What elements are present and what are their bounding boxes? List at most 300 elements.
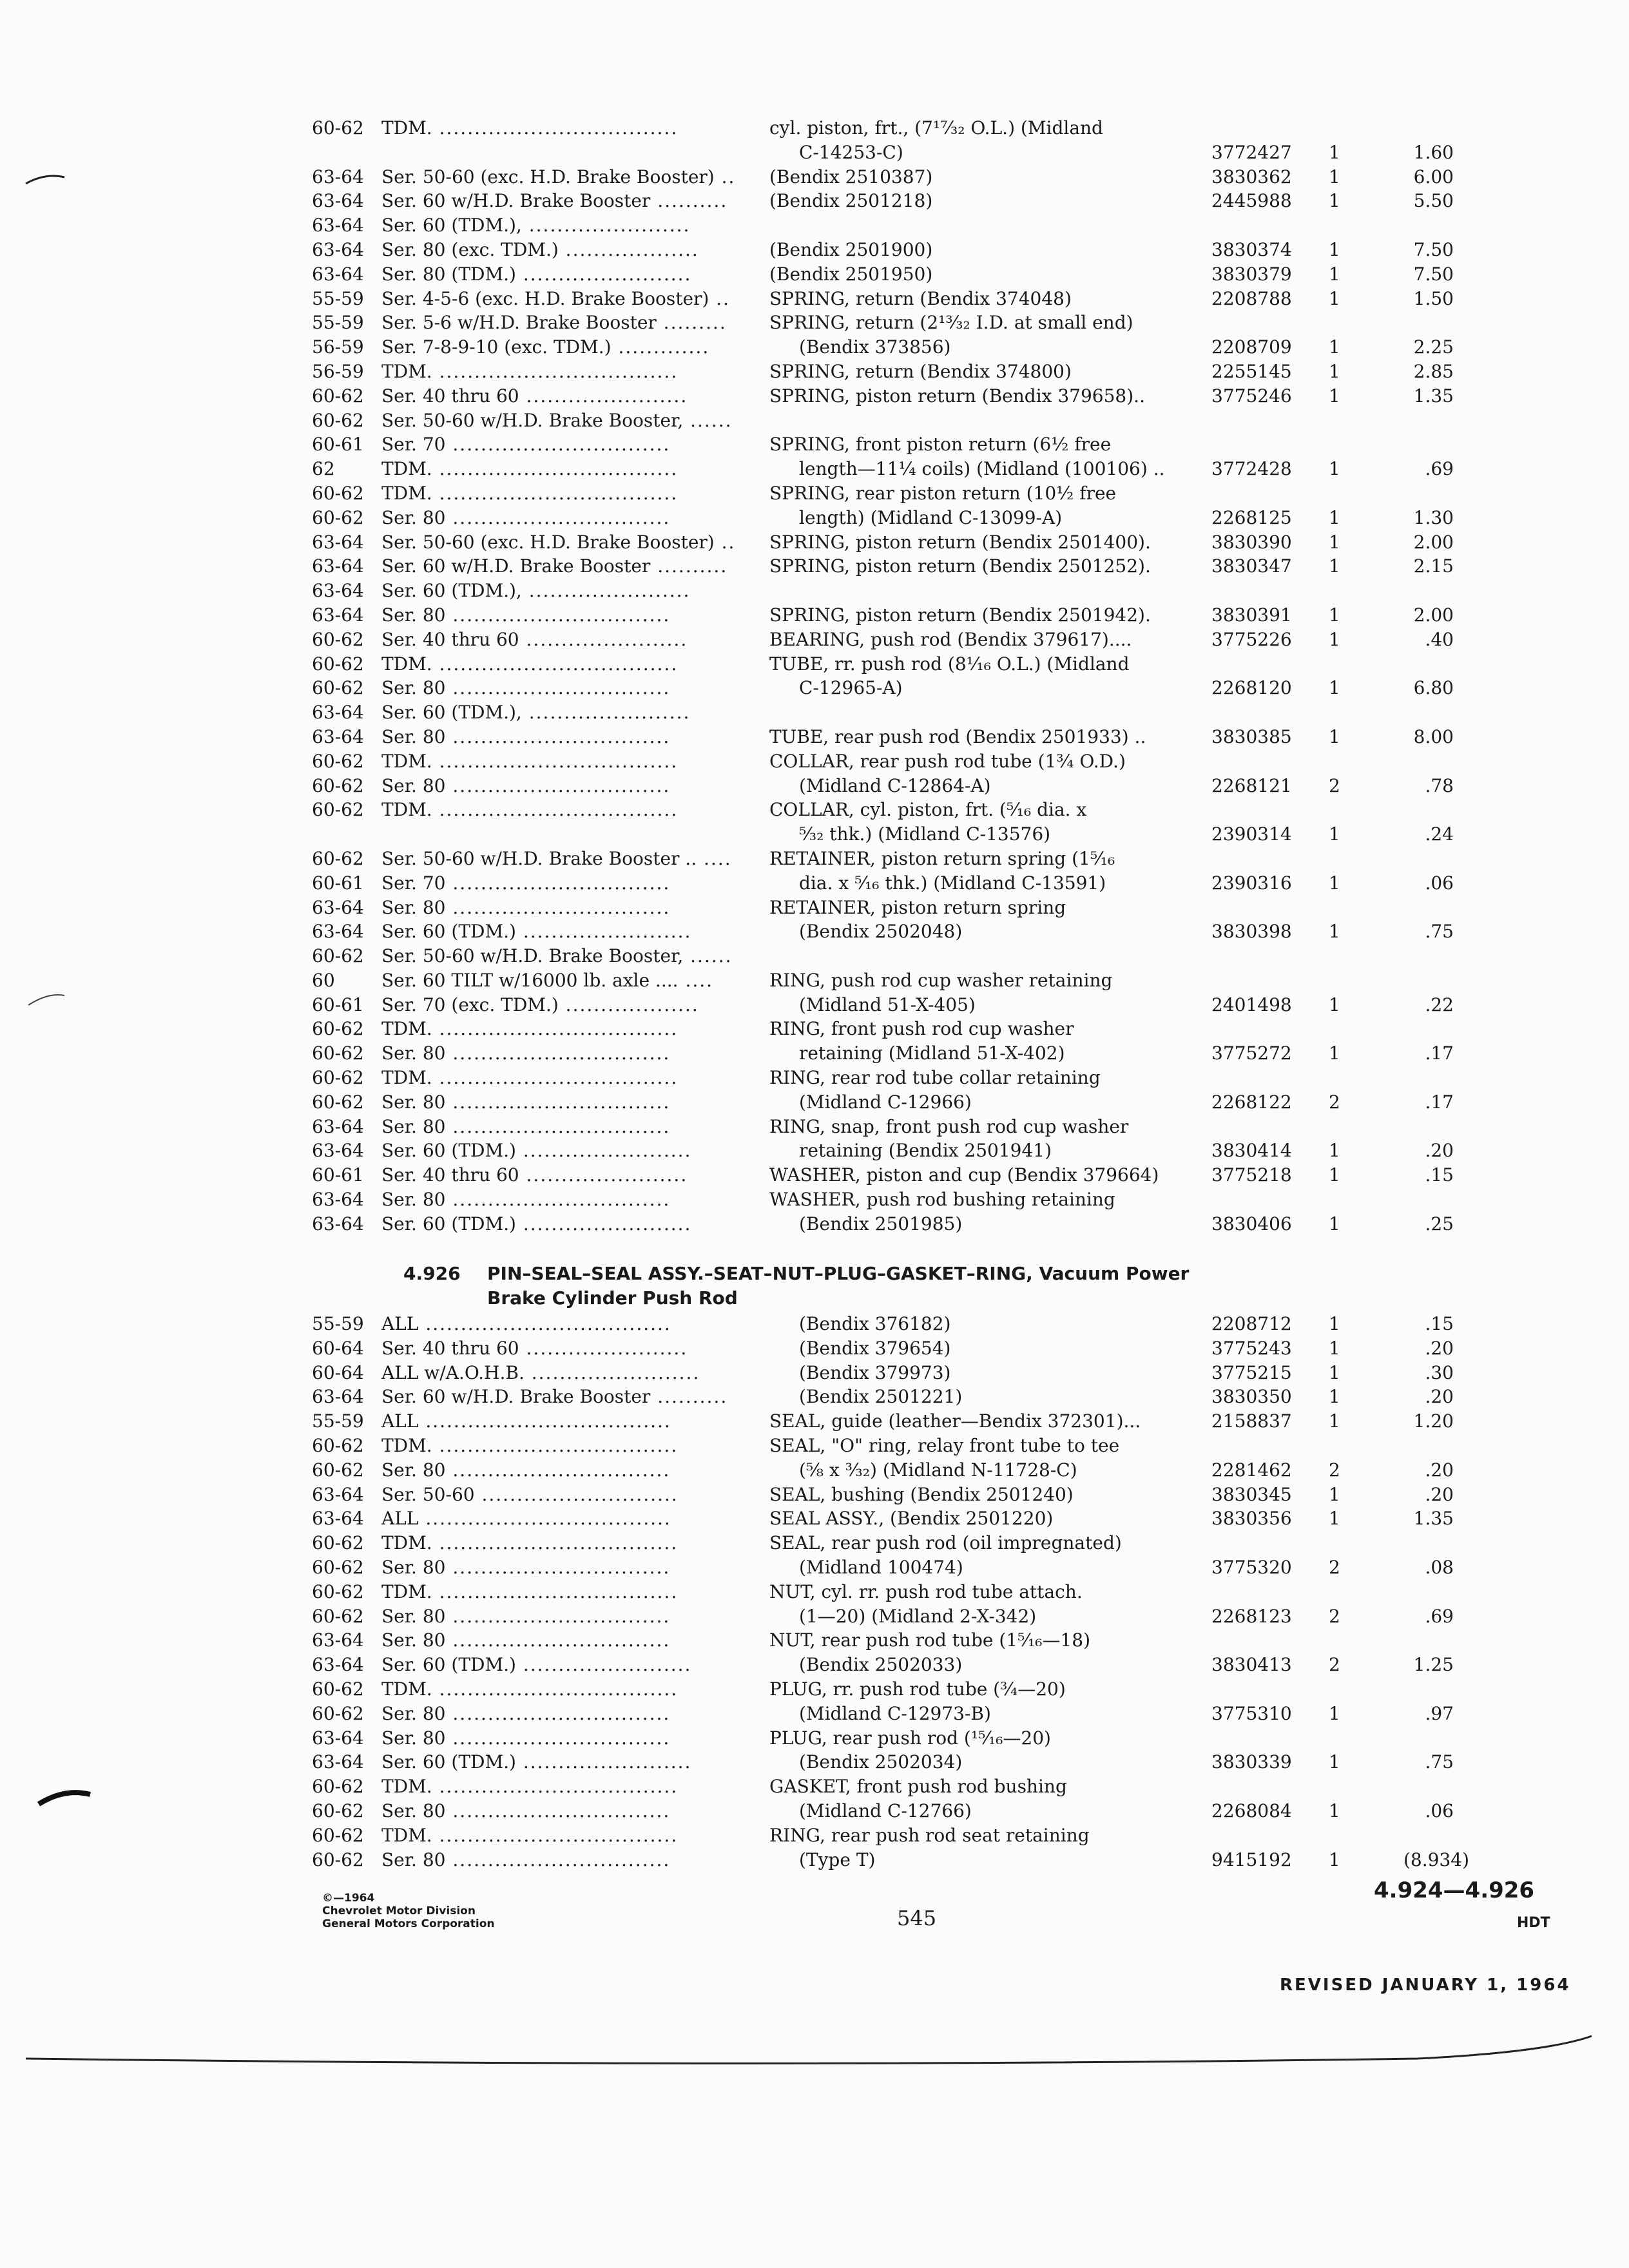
- application: Ser. 80 ...............................: [381, 1091, 671, 1113]
- part-description: SPRING, rear piston return (10½ free: [769, 482, 1117, 504]
- part-number: 3775320: [1211, 1556, 1292, 1578]
- part-description: (Bendix 2502033): [799, 1654, 963, 1676]
- parts-row: [312, 1799, 1454, 1823]
- part-description: (Bendix 373856): [799, 336, 951, 358]
- quantity: 1: [1329, 238, 1340, 260]
- list-price: .25: [1425, 1213, 1454, 1235]
- section-subtitle: Brake Cylinder Push Rod: [487, 1287, 738, 1309]
- part-description: ⁵⁄₃₂ thk.) (Midland C-13576): [799, 823, 1051, 845]
- part-description: SEAL, "O" ring, relay front tube to tee: [769, 1434, 1120, 1456]
- application: TDM. ..................................: [381, 1434, 679, 1456]
- parts-row: [312, 1139, 1454, 1163]
- quantity: 1: [1329, 1337, 1340, 1359]
- quantity: 1: [1329, 677, 1340, 699]
- part-number: 2390316: [1211, 872, 1292, 894]
- application: TDM. ..................................: [381, 1581, 679, 1602]
- list-price: .20: [1425, 1459, 1454, 1481]
- list-price: 6.80: [1413, 677, 1454, 699]
- part-description: SEAL, bushing (Bendix 2501240): [769, 1483, 1074, 1505]
- application: TDM. ..................................: [381, 458, 679, 480]
- part-number: 2208709: [1211, 336, 1292, 358]
- part-description: (Type T): [799, 1849, 876, 1870]
- part-description: NUT, rear push rod tube (1⁵⁄₁₆—18): [769, 1629, 1091, 1651]
- quantity: 1: [1329, 1386, 1340, 1408]
- part-number: 3830345: [1211, 1483, 1292, 1505]
- quantity: 1: [1329, 1483, 1340, 1505]
- parts-row: [312, 384, 1454, 408]
- part-number: 9415192: [1211, 1849, 1292, 1870]
- list-price: .20: [1425, 1337, 1454, 1359]
- list-price: 5.50: [1413, 190, 1454, 212]
- parts-row: [312, 1066, 1446, 1090]
- part-description: (⅝ x ³⁄₃₂) (Midland N-11728-C): [799, 1459, 1077, 1481]
- part-description: (Bendix 2501900): [769, 238, 933, 260]
- parts-row: [312, 165, 1454, 189]
- quantity: 1: [1329, 458, 1340, 480]
- application: Ser. 60 w/H.D. Brake Booster ..........: [381, 190, 728, 212]
- parts-row: [312, 335, 1454, 360]
- model-years: 63-64: [312, 1386, 364, 1408]
- list-price: 8.00: [1413, 726, 1454, 747]
- model-years: 63-64: [312, 1189, 364, 1211]
- application: Ser. 40 thru 60 .......................: [381, 1337, 688, 1359]
- quantity: 2: [1329, 1605, 1340, 1627]
- part-description: SPRING, piston return (Bendix 2501400).: [769, 531, 1151, 553]
- list-price: .75: [1425, 921, 1454, 943]
- part-description: PLUG, rr. push rod tube (¾—20): [769, 1678, 1066, 1700]
- model-years: 60-62: [312, 1849, 364, 1870]
- parts-row: [312, 1385, 1454, 1409]
- quantity: 1: [1329, 141, 1340, 163]
- list-price: .69: [1425, 1605, 1454, 1627]
- parts-row: [312, 579, 1446, 603]
- scan-mark-2: [28, 995, 64, 1005]
- part-number: 2208712: [1211, 1313, 1292, 1334]
- list-price: .08: [1425, 1556, 1454, 1578]
- part-number: 3830413: [1211, 1654, 1292, 1676]
- part-number: 3830362: [1211, 166, 1292, 187]
- model-years: 63-64: [312, 531, 364, 553]
- part-description: length—11¼ coils) (Midland (100106) ..: [799, 458, 1165, 480]
- list-price: 7.50: [1413, 238, 1454, 260]
- list-price: .69: [1425, 458, 1454, 480]
- parts-row: [312, 1017, 1446, 1041]
- model-years: 60-62: [312, 1018, 364, 1040]
- application: Ser. 80 ...............................: [381, 1800, 671, 1821]
- part-description: cyl. piston, frt., (7¹⁷⁄₃₂ O.L.) (Midland: [769, 117, 1103, 139]
- list-price: 2.00: [1413, 531, 1454, 553]
- part-description: COLLAR, cyl. piston, frt. (⁵⁄₁₆ dia. x: [769, 799, 1087, 821]
- quantity: 1: [1329, 726, 1340, 747]
- application: Ser. 80 ...............................: [381, 1702, 671, 1724]
- part-description: C-12965-A): [799, 677, 903, 699]
- part-description: SPRING, return (Bendix 374800): [769, 360, 1072, 382]
- application: Ser. 80 ...............................: [381, 1556, 671, 1578]
- part-description: RING, push rod cup washer retaining: [769, 969, 1113, 991]
- quantity: 1: [1329, 1043, 1340, 1064]
- model-years: 60-62: [312, 945, 364, 967]
- model-years: 55-59: [312, 1313, 364, 1334]
- part-description: SEAL, guide (leather—Bendix 372301)...: [769, 1410, 1141, 1432]
- model-years: 63-64: [312, 896, 364, 918]
- application: Ser. 60 (TDM.), .......................: [381, 215, 691, 236]
- model-years: 60-62: [312, 1434, 364, 1456]
- model-years: 60-62: [312, 1091, 364, 1113]
- part-description: SPRING, return (Bendix 374048): [769, 287, 1072, 309]
- application: Ser. 60 TILT w/16000 lb. axle .... ....: [381, 969, 714, 991]
- model-years: 63-64: [312, 1115, 364, 1137]
- application: Ser. 5-6 w/H.D. Brake Booster .........: [381, 312, 727, 334]
- model-years: 62: [312, 458, 335, 480]
- scan-mark-1: [26, 176, 64, 184]
- model-years: 60-62: [312, 409, 364, 431]
- list-price: 2.85: [1413, 360, 1454, 382]
- application: ALL w/A.O.H.B. ........................: [381, 1361, 700, 1383]
- application: TDM. ..................................: [381, 1018, 679, 1040]
- application: Ser. 80 ...............................: [381, 677, 671, 699]
- model-years: 60-62: [312, 750, 364, 772]
- quantity: 1: [1329, 287, 1340, 309]
- division-line: Chevrolet Motor Division: [322, 1905, 476, 1917]
- model-years: 63-64: [312, 702, 364, 724]
- part-description: TUBE, rr. push rod (8¹⁄₁₆ O.L.) (Midland: [769, 653, 1130, 675]
- parts-row: [312, 896, 1446, 920]
- parts-row: [312, 1163, 1454, 1187]
- model-years: 60-62: [312, 1824, 364, 1846]
- quantity: 1: [1329, 1313, 1340, 1334]
- list-price: .15: [1425, 1313, 1454, 1334]
- part-description: WASHER, piston and cup (Bendix 379664): [769, 1164, 1159, 1186]
- parts-row: [312, 1458, 1454, 1483]
- list-price: 1.30: [1413, 506, 1454, 528]
- parts-row: [312, 506, 1454, 530]
- model-years: 60-62: [312, 1532, 364, 1554]
- parts-row: [312, 968, 1446, 993]
- quantity: 1: [1329, 1800, 1340, 1821]
- part-number: 3830406: [1211, 1213, 1292, 1235]
- parts-row: [312, 1653, 1454, 1677]
- list-price: 2.25: [1413, 336, 1454, 358]
- part-description: length) (Midland C-13099-A): [799, 506, 1063, 528]
- list-price: .40: [1425, 628, 1454, 650]
- list-price: .15: [1425, 1164, 1454, 1186]
- list-price: 6.00: [1413, 166, 1454, 187]
- parts-row: [312, 847, 1446, 871]
- part-description: C-14253-C): [799, 141, 903, 163]
- section-heading: [403, 1262, 1189, 1311]
- part-number: 3830347: [1211, 555, 1292, 577]
- application: Ser. 50-60 (exc. H.D. Brake Booster) ..: [381, 531, 736, 553]
- parts-row: [312, 311, 1446, 335]
- parts-row: [312, 432, 1446, 457]
- model-years: 63-64: [312, 726, 364, 747]
- parts-row: [312, 1483, 1454, 1507]
- quantity: 1: [1329, 1849, 1340, 1870]
- application: Ser. 60 (TDM.), .......................: [381, 702, 691, 724]
- quantity: 1: [1329, 555, 1340, 577]
- quantity: 1: [1329, 1213, 1340, 1235]
- parts-list-section: [312, 1312, 1469, 1872]
- part-number: 3772428: [1211, 458, 1292, 480]
- model-years: 60-64: [312, 1361, 364, 1383]
- model-years: 63-64: [312, 215, 364, 236]
- model-years: 60-62: [312, 1043, 364, 1064]
- list-price: .20: [1425, 1140, 1454, 1162]
- part-number: 2390314: [1211, 823, 1292, 845]
- application: ALL ...................................: [381, 1410, 671, 1432]
- quantity: 2: [1329, 774, 1340, 796]
- part-number: 2268125: [1211, 506, 1292, 528]
- model-years: 60-62: [312, 506, 364, 528]
- part-description: (1—20) (Midland 2-X-342): [799, 1605, 1037, 1627]
- application: ALL ...................................: [381, 1508, 671, 1530]
- parts-row: [312, 1090, 1454, 1115]
- part-number: 2268122: [1211, 1091, 1292, 1113]
- list-price: (8.934): [1403, 1849, 1469, 1870]
- parts-row: [312, 1041, 1454, 1066]
- part-number: 2158837: [1211, 1410, 1292, 1432]
- application: Ser. 70 ...............................: [381, 434, 671, 456]
- quantity: 1: [1329, 506, 1340, 528]
- part-description: TUBE, rear push rod (Bendix 2501933) ..: [769, 726, 1146, 747]
- part-number: 2445988: [1211, 190, 1292, 212]
- list-price: 2.00: [1413, 604, 1454, 626]
- part-description: (Bendix 379654): [799, 1337, 951, 1359]
- model-years: 63-64: [312, 166, 364, 187]
- quantity: 1: [1329, 994, 1340, 1015]
- application: Ser. 40 thru 60 .......................: [381, 1164, 688, 1186]
- application: Ser. 80 ...............................: [381, 1849, 671, 1870]
- parts-row: [312, 652, 1446, 677]
- quantity: 1: [1329, 823, 1340, 845]
- part-description: RING, snap, front push rod cup washer: [769, 1115, 1129, 1137]
- scan-bottom-edge: [26, 2036, 1592, 2064]
- application: Ser. 60 (TDM.) ........................: [381, 1654, 692, 1676]
- parts-row: [312, 1115, 1446, 1139]
- part-description: SPRING, piston return (Bendix 2501942).: [769, 604, 1151, 626]
- model-years: 60-62: [312, 1800, 364, 1821]
- part-description: RETAINER, piston return spring (1⁵⁄₁₆: [769, 847, 1115, 869]
- quantity: 1: [1329, 1140, 1340, 1162]
- part-description: (Bendix 2501950): [769, 263, 933, 285]
- part-number: 3830350: [1211, 1386, 1292, 1408]
- part-number: 3830379: [1211, 263, 1292, 285]
- application: TDM. ..................................: [381, 653, 679, 675]
- parts-row: [312, 700, 1446, 725]
- application: Ser. 60 (TDM.) ........................: [381, 1751, 692, 1773]
- part-number: 2268123: [1211, 1605, 1292, 1627]
- list-price: .20: [1425, 1386, 1454, 1408]
- parts-row: [312, 530, 1454, 555]
- parts-row: [312, 749, 1446, 774]
- application: Ser. 80 ...............................: [381, 1189, 671, 1211]
- model-years: 60-62: [312, 628, 364, 650]
- part-description: PLUG, rear push rod (¹⁵⁄₁₆—20): [769, 1727, 1051, 1749]
- quantity: 1: [1329, 360, 1340, 382]
- parts-row: [312, 189, 1454, 213]
- list-price: .17: [1425, 1043, 1454, 1064]
- application: Ser. 50-60 ............................: [381, 1483, 679, 1505]
- application: Ser. 60 w/H.D. Brake Booster ..........: [381, 1386, 728, 1408]
- model-years: 63-64: [312, 604, 364, 626]
- part-description: (Bendix 2502048): [799, 921, 963, 943]
- parts-row: [312, 1604, 1454, 1629]
- quantity: 2: [1329, 1091, 1340, 1113]
- quantity: 1: [1329, 531, 1340, 553]
- list-price: .22: [1425, 994, 1454, 1015]
- part-description: RING, rear rod tube collar retaining: [769, 1067, 1101, 1089]
- application: Ser. 80 ...............................: [381, 1115, 671, 1137]
- list-price: .06: [1425, 1800, 1454, 1821]
- part-description: (Bendix 2501985): [799, 1213, 963, 1235]
- parts-row: [312, 1750, 1454, 1774]
- application: TDM. ..................................: [381, 1824, 679, 1846]
- model-years: 63-64: [312, 1727, 364, 1749]
- application: TDM. ..................................: [381, 799, 679, 821]
- quantity: 2: [1329, 1556, 1340, 1578]
- list-price: .97: [1425, 1702, 1454, 1724]
- parts-row: [312, 1677, 1446, 1702]
- model-years: 60-62: [312, 1581, 364, 1602]
- application: Ser. 80 ...............................: [381, 1629, 671, 1651]
- list-price: .30: [1425, 1361, 1454, 1383]
- model-years: 63-64: [312, 263, 364, 285]
- part-number: 3775246: [1211, 385, 1292, 407]
- model-years: 60-62: [312, 1678, 364, 1700]
- parts-row: [312, 944, 1446, 968]
- part-description: (Midland C-12766): [799, 1800, 972, 1821]
- part-number: 3775272: [1211, 1043, 1292, 1064]
- parts-row: [312, 1726, 1446, 1751]
- parts-row: [312, 919, 1454, 944]
- quantity: 1: [1329, 1410, 1340, 1432]
- parts-row: [312, 603, 1454, 628]
- part-number: 3775218: [1211, 1164, 1292, 1186]
- model-years: 60-62: [312, 1605, 364, 1627]
- application: Ser. 7-8-9-10 (exc. TDM.) .............: [381, 336, 710, 358]
- parts-row: [312, 1506, 1454, 1531]
- copyright-line: ©—1964: [322, 1892, 375, 1905]
- model-years: 63-64: [312, 1751, 364, 1773]
- model-years: 60-64: [312, 1337, 364, 1359]
- parts-row: [312, 774, 1454, 798]
- application: Ser. 60 (TDM.) ........................: [381, 1213, 692, 1235]
- quantity: 1: [1329, 1361, 1340, 1383]
- application: Ser. 50-60 w/H.D. Brake Booster, ......: [381, 409, 733, 431]
- model-years: 60-61: [312, 1164, 364, 1186]
- scan-mark-3: [39, 1792, 90, 1804]
- section-title: PIN–SEAL–SEAL ASSY.–SEAT–NUT–PLUG–GASKET–RING, Vacuum Power: [487, 1263, 1190, 1284]
- model-years: 60-62: [312, 1556, 364, 1578]
- model-years: 60-62: [312, 1067, 364, 1089]
- part-description: SEAL, rear push rod (oil impregnated): [769, 1532, 1122, 1554]
- part-number: 3830391: [1211, 604, 1292, 626]
- part-description: SPRING, piston return (Bendix 379658)..: [769, 385, 1145, 407]
- model-years: 60-62: [312, 1702, 364, 1724]
- parts-row: [312, 1628, 1446, 1653]
- parts-row: [312, 628, 1454, 652]
- list-price: 7.50: [1413, 263, 1454, 285]
- application: Ser. 80 ...............................: [381, 506, 671, 528]
- part-number: 2268084: [1211, 1800, 1292, 1821]
- model-years: 60-62: [312, 774, 364, 796]
- part-description: (Midland C-12864-A): [799, 774, 991, 796]
- parts-row: [312, 213, 1446, 238]
- model-years: 63-64: [312, 1654, 364, 1676]
- quantity: 1: [1329, 263, 1340, 285]
- part-description: NUT, cyl. rr. push rod tube attach.: [769, 1581, 1083, 1602]
- application: Ser. 80 (exc. TDM.) ...................: [381, 238, 699, 260]
- copyright-block: [322, 1892, 495, 1930]
- model-years: 56-59: [312, 360, 364, 382]
- model-years: 55-59: [312, 1410, 364, 1432]
- part-number: 3830339: [1211, 1751, 1292, 1773]
- model-years: 63-64: [312, 238, 364, 260]
- part-description: dia. x ⁵⁄₁₆ thk.) (Midland C-13591): [799, 872, 1106, 894]
- model-years: 60-62: [312, 653, 364, 675]
- part-description: (Bendix 2501221): [799, 1386, 963, 1408]
- quantity: 1: [1329, 628, 1340, 650]
- quantity: 1: [1329, 921, 1340, 943]
- list-price: 1.25: [1413, 1654, 1454, 1676]
- parts-row: [312, 360, 1454, 384]
- list-price: 1.35: [1413, 1508, 1454, 1530]
- section-number: 4.926: [403, 1263, 461, 1284]
- part-number: 3775243: [1211, 1337, 1292, 1359]
- parts-row: [312, 1555, 1454, 1580]
- part-number: 3830374: [1211, 238, 1292, 260]
- part-description: BEARING, push rod (Bendix 379617)....: [769, 628, 1132, 650]
- model-years: 63-64: [312, 190, 364, 212]
- model-years: 63-64: [312, 555, 364, 577]
- part-description: (Midland C-12966): [799, 1091, 972, 1113]
- list-price: 2.15: [1413, 555, 1454, 577]
- model-years: 60-62: [312, 385, 364, 407]
- part-number: 3775226: [1211, 628, 1292, 650]
- quantity: 1: [1329, 190, 1340, 212]
- application: Ser. 60 (TDM.) ........................: [381, 921, 692, 943]
- model-years: 63-64: [312, 580, 364, 602]
- list-price: .20: [1425, 1483, 1454, 1505]
- list-price: .78: [1425, 774, 1454, 796]
- part-description: WASHER, push rod bushing retaining: [769, 1189, 1115, 1211]
- parts-row: [312, 554, 1454, 579]
- part-number: 3775310: [1211, 1702, 1292, 1724]
- parts-row: [312, 725, 1454, 749]
- parts-row: [312, 1580, 1446, 1604]
- part-description: (Bendix 379973): [799, 1361, 951, 1383]
- part-number: 3830414: [1211, 1140, 1292, 1162]
- parts-row: [312, 1312, 1454, 1336]
- model-years: 56-59: [312, 336, 364, 358]
- quantity: 1: [1329, 336, 1340, 358]
- application: Ser. 80 ...............................: [381, 1605, 671, 1627]
- part-description: RETAINER, piston return spring: [769, 896, 1066, 918]
- quantity: 2: [1329, 1459, 1340, 1481]
- parts-list-main: [312, 116, 1454, 1236]
- corporation-line: General Motors Corporation: [322, 1917, 495, 1930]
- application: Ser. 40 thru 60 .......................: [381, 385, 688, 407]
- model-years: 60-61: [312, 872, 364, 894]
- part-number: 2268121: [1211, 774, 1292, 796]
- model-years: 63-64: [312, 1629, 364, 1651]
- part-description: SPRING, front piston return (6½ free: [769, 434, 1112, 456]
- part-number: 2281462: [1211, 1459, 1292, 1481]
- application: TDM. ..................................: [381, 360, 679, 382]
- quantity: 1: [1329, 872, 1340, 894]
- quantity: 1: [1329, 1164, 1340, 1186]
- part-description: COLLAR, rear push rod tube (1¾ O.D.): [769, 750, 1126, 772]
